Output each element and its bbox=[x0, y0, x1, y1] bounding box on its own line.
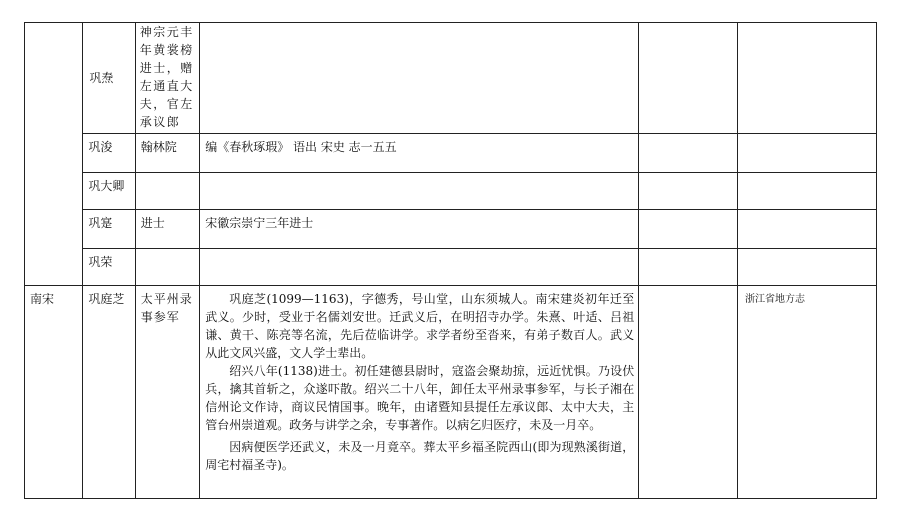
person-name: 巩庭芝 bbox=[83, 286, 135, 499]
note-cell bbox=[639, 173, 738, 210]
era-cell bbox=[25, 23, 83, 286]
source-cell bbox=[737, 249, 876, 286]
table-row bbox=[25, 210, 877, 249]
source-cell: 浙江省地方志 bbox=[737, 286, 876, 499]
bio-paragraph: 绍兴八年(1138)进士。初任建德县尉时，寇盗会聚劫掠，远近忧惧。乃设伏兵，擒其首斩之，众遂吓散。绍兴二十八年，卸任太平州录事参军，与长子湘在信州论文作诗，商议民情国事。晚年，由诸暨知县提任左承议郎、太中大夫，主管台州崇道观。政务与讲学之余，专事著作。以病乞归医疗，未及一月卒。 bbox=[205, 364, 635, 432]
biography bbox=[200, 286, 639, 499]
person-desc bbox=[200, 173, 639, 210]
table-row bbox=[25, 173, 877, 210]
source-cell bbox=[737, 210, 876, 249]
source-cell bbox=[737, 173, 876, 210]
source-cell bbox=[737, 23, 876, 134]
person-desc bbox=[200, 249, 639, 286]
person-title bbox=[135, 173, 199, 210]
person-desc: 编《春秋琢瑕》 语出 宋史 志一五五 bbox=[200, 134, 639, 173]
era-label: 南宋 bbox=[25, 286, 83, 499]
person-name: 巩焘 bbox=[83, 23, 135, 134]
person-title: 神宗元丰年黄裳榜进士，赠左通直大夫，官左承议郎 bbox=[135, 23, 199, 134]
person-title: 太平州录事参军 bbox=[135, 286, 199, 499]
person-desc: 宋徽宗崇宁三年进士 bbox=[200, 210, 639, 249]
person-title bbox=[135, 249, 199, 286]
person-title: 进士 bbox=[135, 210, 199, 249]
bio-paragraph: 因病便医学还武义，未及一月竟卒。葬太平乡福圣院西山(即为现熟溪街道，周宅村福圣寺)。 bbox=[205, 440, 635, 472]
person-name: 巩荣 bbox=[83, 249, 135, 286]
note-cell bbox=[639, 210, 738, 249]
table-row bbox=[25, 134, 877, 173]
table-row bbox=[25, 249, 877, 286]
bio-paragraph: 巩庭芝(1099—1163)，字德秀，号山堂，山东须城人。南宋建炎初年迁至武义。少时，受业于名儒刘安世。迁武义后，在明招寺办学。朱熹、叶适、吕祖谦、黄干、陈亮等名流，先后莅临讲学。求学者纷至沓来，有弟子数百人。武义从此文风兴盛，文人学士辈出。 bbox=[205, 292, 635, 360]
person-title: 翰林院 bbox=[135, 134, 199, 173]
note-cell bbox=[639, 249, 738, 286]
note-cell bbox=[639, 134, 738, 173]
person-desc bbox=[200, 23, 639, 134]
note-cell bbox=[639, 286, 738, 499]
genealogy-table bbox=[24, 22, 877, 499]
person-name: 巩大卿 bbox=[83, 173, 135, 210]
person-name: 巩浚 bbox=[83, 134, 135, 173]
note-cell bbox=[639, 23, 738, 134]
table-row bbox=[25, 286, 877, 499]
person-name: 巩寔 bbox=[83, 210, 135, 249]
table-row bbox=[25, 23, 877, 134]
source-cell bbox=[737, 134, 876, 173]
